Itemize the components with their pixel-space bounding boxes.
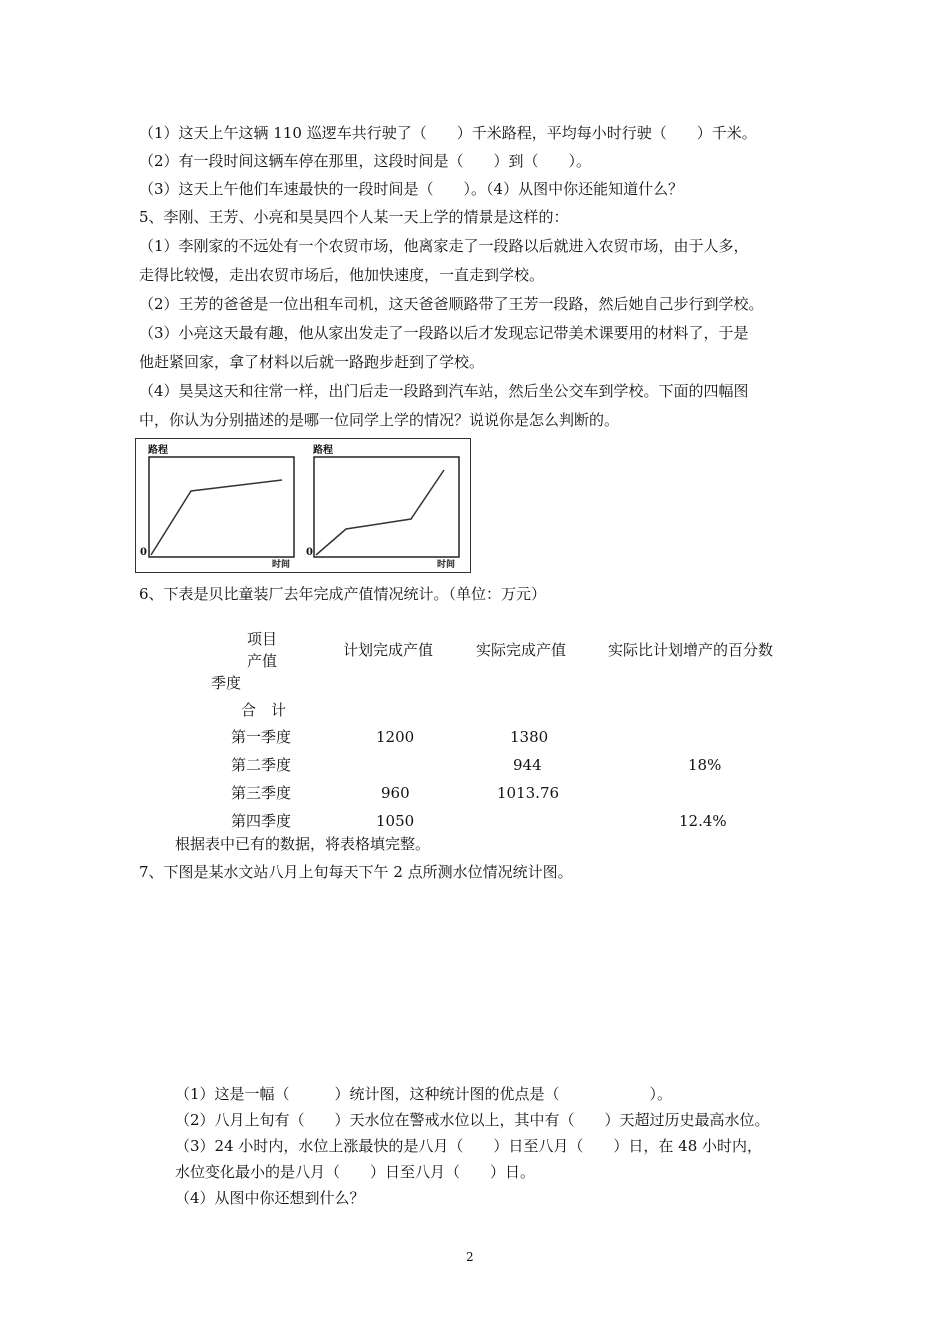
row-q3-plan: 960 — [381, 784, 410, 802]
graph-2-ylabel: 路程 — [313, 445, 333, 456]
row-q3-name: 第三季度 — [231, 784, 292, 802]
row-total-name: 合 计 — [241, 701, 287, 719]
q5-title: 5、李刚、王芳、小亮和昊昊四个人某一天上学的情景是这样的： — [139, 208, 569, 226]
q7-line-5: （4）从图中你还想到什么？ — [175, 1189, 365, 1207]
q5-para-3b: 他赶紧回家，拿了材料以后就一路跑步赶到了学校。 — [139, 353, 485, 371]
q5-para-3a: （3）小亮这天最有趣，他从家出发走了一段路以后才发现忘记带美术课要用的材料了，于是 — [139, 324, 749, 342]
q5-para-1a: （1）李刚家的不远处有一个农贸市场，他离家走了一段路以后就进入农贸市场，由于人多， — [139, 237, 749, 255]
distance-time-graphs — [135, 438, 471, 573]
row-q4-name: 第四季度 — [231, 812, 292, 830]
q6-note: 根据表中已有的数据，将表格填完整。 — [175, 835, 431, 853]
q7-line-4: 水位变化最小的是八月（ ）日至八月（ ）日。 — [175, 1163, 536, 1181]
row-q1-actual: 1380 — [510, 728, 549, 746]
graph-1-line — [151, 480, 282, 555]
graphs-svg — [136, 439, 470, 572]
q5-para-1b: 走得比较慢，走出农贸市场后，他加快速度，一直走到学校。 — [139, 266, 545, 284]
graph-1-ylabel: 路程 — [148, 445, 168, 456]
header-season: 季度 — [211, 674, 242, 692]
graph-2-line — [316, 470, 444, 555]
row-q2-name: 第二季度 — [231, 756, 292, 774]
header-percent: 实际比计划增产的百分数 — [608, 641, 774, 659]
q7-title: 7、下图是某水文站八月上旬每天下午 2 点所测水位情况统计图。 — [139, 863, 573, 881]
row-q4-plan: 1050 — [376, 812, 415, 830]
header-plan: 计划完成产值 — [343, 641, 434, 659]
row-q2-actual: 944 — [513, 756, 542, 774]
q7-line-1: （1）这是一幅（ ）统计图，这种统计图的优点是（ ）。 — [175, 1085, 673, 1103]
row-q4-percent: 12.4% — [679, 812, 727, 830]
q5-para-4a: （4）昊昊这天和往常一样，出门后走一段路到汽车站，然后坐公交车到学校。下面的四幅图 — [139, 382, 749, 400]
graph-1-frame — [149, 457, 294, 557]
page-number: 2 — [466, 1250, 474, 1264]
q7-line-2: （2）八月上旬有（ ）天水位在警戒水位以上，其中有（ ）天超过历史最高水位。 — [175, 1111, 770, 1129]
q4-line-1: （1）这天上午这辆 110 巡逻车共行驶了（ ）千米路程，平均每小时行驶（ ）千米。 — [139, 124, 757, 142]
graph-1-origin: 0 — [140, 547, 147, 558]
row-q1-name: 第一季度 — [231, 728, 292, 746]
header-value: 产值 — [247, 652, 278, 670]
q4-line-3: （3）这天上午他们车速最快的一段时间是（ ）。（4）从图中你还能知道什么？ — [139, 180, 684, 198]
row-q2-percent: 18% — [688, 756, 722, 774]
graph-2-xlabel: 时间 — [437, 560, 456, 570]
graph-2-origin: 0 — [306, 547, 313, 558]
row-q1-plan: 1200 — [376, 728, 415, 746]
q7-line-3: （3）24 小时内，水位上涨最快的是八月（ ）日至八月（ ）日，在 48 小时内， — [175, 1137, 763, 1155]
header-actual: 实际完成产值 — [476, 641, 567, 659]
row-q3-actual: 1013.76 — [497, 784, 560, 802]
q6-title: 6、下表是贝比童装厂去年完成产值情况统计。（单位：万元） — [139, 585, 547, 603]
q4-line-2: （2）有一段时间这辆车停在那里，这段时间是（ ）到（ ）。 — [139, 152, 592, 170]
q5-para-2: （2）王芳的爸爸是一位出租车司机，这天爸爸顺路带了王芳一段路，然后她自己步行到学校。 — [139, 295, 764, 313]
graph-2-frame — [314, 457, 459, 557]
q5-para-4b: 中，你认为分别描述的是哪一位同学上学的情况？说说你是怎么判断的。 — [139, 411, 620, 429]
graph-1-xlabel: 时间 — [272, 560, 291, 570]
header-item: 项目 — [247, 630, 278, 648]
